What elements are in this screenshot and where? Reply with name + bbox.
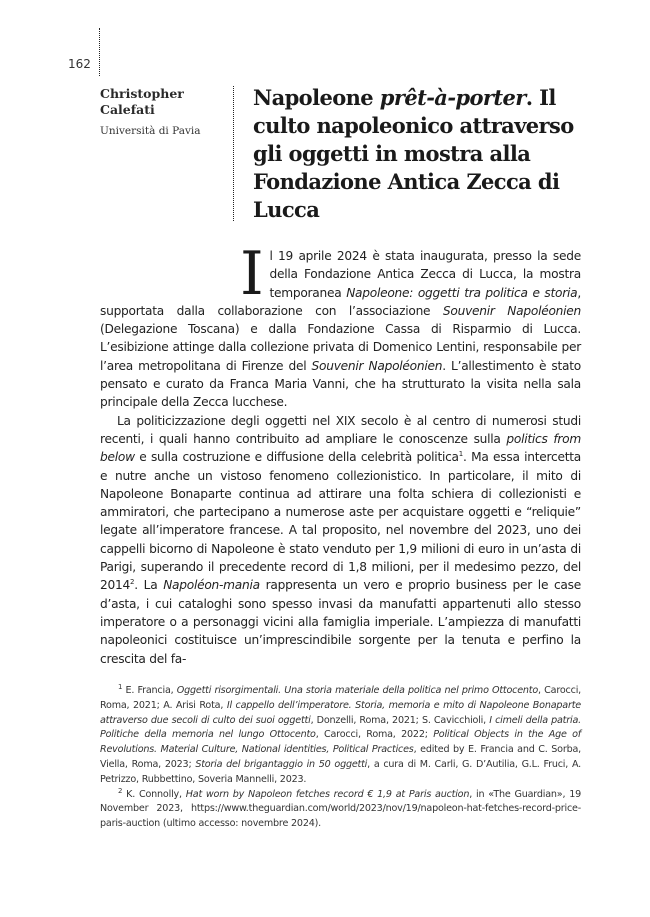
- footnote-1: [100, 684, 581, 788]
- author-affiliation: Università di Pavia: [100, 125, 201, 137]
- text: (Delegazione Toscana) e dalla Fondazione Cassa di Risparmio di Lucca. L’esibizione attinge dalla collezione privata di Domenico Lentini, responsabile per l’area metropolitana di Firenze del: [100, 322, 581, 373]
- margin-rule: [99, 28, 100, 76]
- title-part2: . Il culto napoleonico attraverso gli oggetti in mostra alla Fondazione Antica Zecca di Lucca: [253, 85, 574, 222]
- text: . L’allestimento è stato pensato e curato da Franca Maria Vanni, che ha strutturato la visita nella sala principale della Zecca lucchese.: [100, 358, 581, 410]
- book-title: Il cappello dell’imperatore. Storia, memoria e mito di Napoleone Bonaparte attraverso due secoli di culto dei suoi oggetti: [100, 699, 581, 726]
- book-title: Oggetti risorgimentali. Una storia materiale della politica nel primo Ottocento: [176, 685, 539, 696]
- paragraph-2: [100, 412, 581, 668]
- paragraph-1: [100, 239, 582, 412]
- footnote-2: [100, 788, 581, 832]
- text: , Carocci, Roma, 2022;: [315, 729, 434, 741]
- title-rule: [233, 86, 234, 221]
- book-title: I cimeli della patria. Politiche della memoria nel lungo Ottocento: [100, 714, 581, 741]
- footnote-ref[interactable]: 1: [458, 450, 463, 459]
- footnote-ref[interactable]: 2: [130, 578, 135, 587]
- footnotes: [100, 684, 581, 832]
- drop-cap: I: [240, 239, 264, 309]
- text: , edited by E. Francia and C. Sorba, Viella, Roma, 2023;: [100, 744, 582, 770]
- footnote-number: 2: [118, 786, 123, 795]
- article-citation: Hat worn by Napoleon fetches record € 1,9 at Paris auction: [185, 788, 470, 800]
- exhibition-title: Napoleone: oggetti tra politica e storia: [346, 285, 578, 300]
- text: , supportata dalla collaborazione con l’associazione: [100, 285, 581, 318]
- text: . Ma essa intercetta e nutre anche un vistoso fenomeno collezionistico. In particolare, il mito di Napoleone Bonaparte continua ad attirare una folta schiera di collezionisti e ammiratori, che partecipano a numerose aste per acquistare oggetti e “reliquie” legate all’imperatore francese. A tal proposito, nel novembre del 2023, uno dei cappelli bicorno di Napoleone è stato venduto per 1,9 milioni di euro in un’asta di Parigi, superando il precedente record di 1,8 milioni, per il medesimo pezzo, del 2014: [100, 450, 581, 593]
- text: E. Francia,: [125, 685, 177, 696]
- book-title: Political Objects in the Age of Revolutions. Material Culture, National identities, Political Practices: [100, 729, 581, 756]
- association-name: Souvenir Napoléonien: [311, 358, 443, 373]
- page-number: 162: [68, 57, 91, 71]
- text: e sulla costruzione e diffusione della celebrità politica: [134, 450, 459, 465]
- title-part1: Napoleone: [253, 85, 380, 110]
- footnote-number: 1: [118, 682, 123, 691]
- text: , a cura di M. Carli, G. D’Autilia, G.L. Fruci, A. Petrizzo, Rubbettino, Soveria Mannelli, 2023.: [100, 758, 581, 785]
- author-name: Christopher Calefati: [100, 86, 184, 117]
- text: La politicizzazione degli oggetti nel XIX secolo è al centro di numerosi studi recenti, i quali hanno contribuito ad ampliare le conoscenze sulla: [100, 413, 581, 446]
- italic-term: Napoléon-mania: [163, 578, 260, 593]
- text: l 19 aprile 2024 è stata inaugurata, presso la sede della Fondazione Antica Zecca di Lucca, la mostra temporanea: [269, 249, 581, 300]
- text: . La: [134, 578, 164, 593]
- text: K. Connolly,: [126, 788, 186, 800]
- text: , in «The Guardian», 19 November 2023, https://www.theguardian.com/world/2023/nov/19/napoleon-hat-fetches-record-price-paris-auction (ultimo accesso: novembre 2024).: [100, 788, 582, 830]
- italic-term: politics from below: [100, 431, 581, 465]
- title-italic: prêt-à-porter: [379, 85, 526, 110]
- article-body: [100, 239, 582, 668]
- book-title: Storia del brigantaggio in 50 oggetti: [195, 758, 368, 770]
- text: , Carocci, Roma, 2021; A. Arisi Rota,: [100, 685, 582, 711]
- association-name: Souvenir Napoléonien: [442, 303, 582, 318]
- article-title: [253, 84, 583, 224]
- text: , Donzelli, Roma, 2021; S. Cavicchioli,: [310, 714, 490, 726]
- text: rappresenta un vero e proprio business per le case d’asta, i cui cataloghi sono spesso invasi da manufatti appartenuti allo stesso imperatore o a personaggi vicini alla famiglia imperiale. L’ampiezza di manufatti napoleonici costituisce un’imprescindibile sorgente per la tenuta e perfino la crescita del fa-: [100, 578, 581, 666]
